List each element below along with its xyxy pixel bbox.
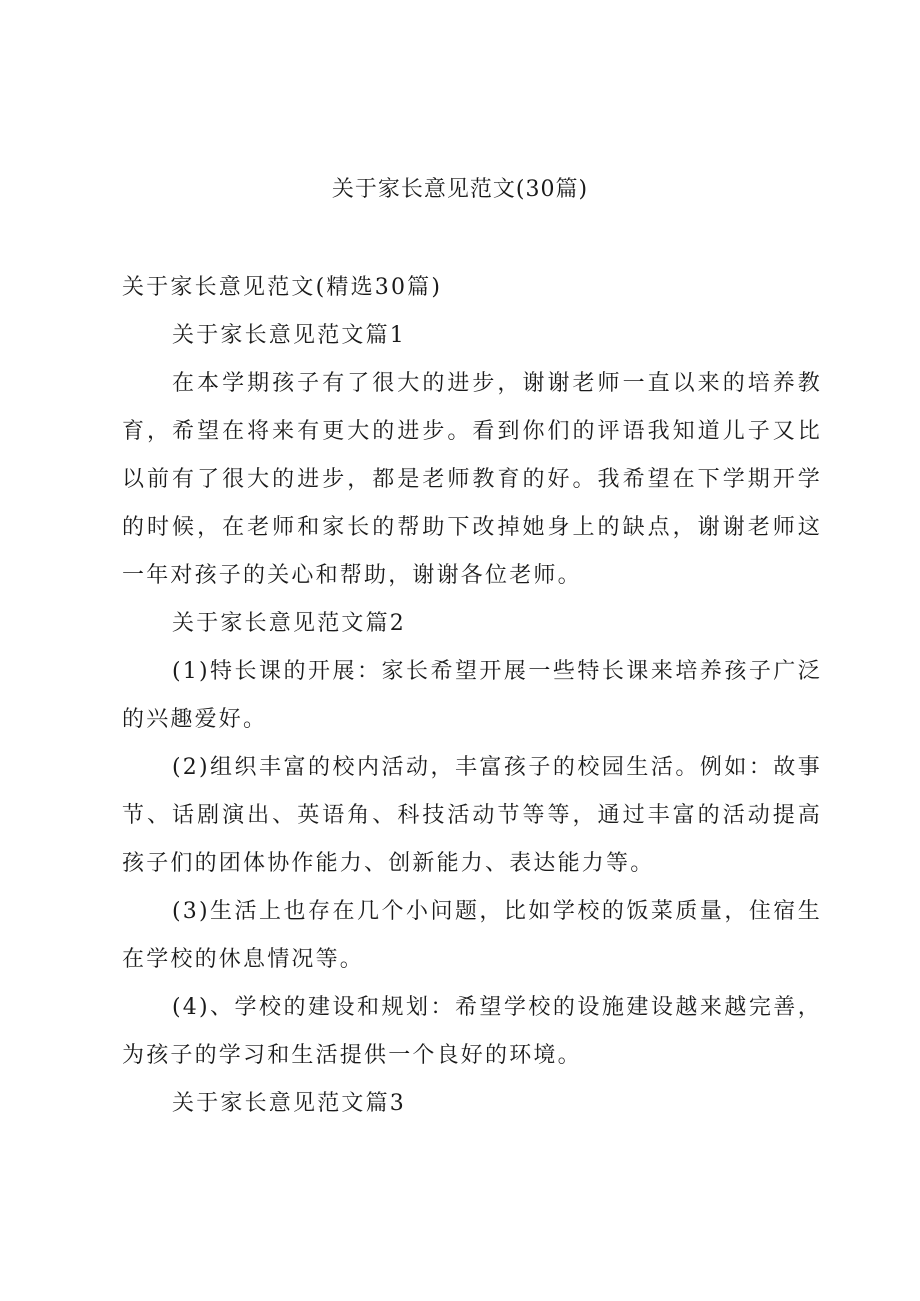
paragraph: 在本学期孩子有了很大的进步，谢谢老师一直以来的培养教育，希望在将来有更大的进步。看到你们的评语我知道儿子又比以前有了很大的进步，都是老师教育的好。我希望在下学期开学的时候，在老师和家长的帮助下改掉她身上的缺点，谢谢老师这一年对孩子的关心和帮助，谢谢各位老师。 [122, 371, 822, 588]
paragraph: (1)特长课的开展：家长希望开展一些特长课来培养孩子广泛的兴趣爱好。 [122, 659, 822, 732]
document-body [122, 264, 822, 1128]
section-heading: 关于家长意见范文篇1 [172, 323, 406, 348]
paragraph: (4)、学校的建设和规划：希望学校的设施建设越来越完善，为孩子的学习和生活提供一个良好的环境。 [122, 995, 822, 1068]
section-heading: 关于家长意见范文篇3 [172, 1091, 406, 1116]
paragraph: (2)组织丰富的校内活动，丰富孩子的校园生活。例如：故事节、话剧演出、英语角、科技活动节等等，通过丰富的活动提高孩子们的团体协作能力、创新能力、表达能力等。 [122, 755, 822, 876]
document-title: 关于家长意见范文(30篇) [331, 177, 589, 202]
paragraph: (3)生活上也存在几个小问题，比如学校的饭菜质量，住宿生在学校的休息情况等。 [122, 899, 822, 972]
section-heading: 关于家长意见范文篇2 [172, 611, 406, 636]
document-subtitle: 关于家长意见范文(精选30篇) [122, 275, 443, 300]
